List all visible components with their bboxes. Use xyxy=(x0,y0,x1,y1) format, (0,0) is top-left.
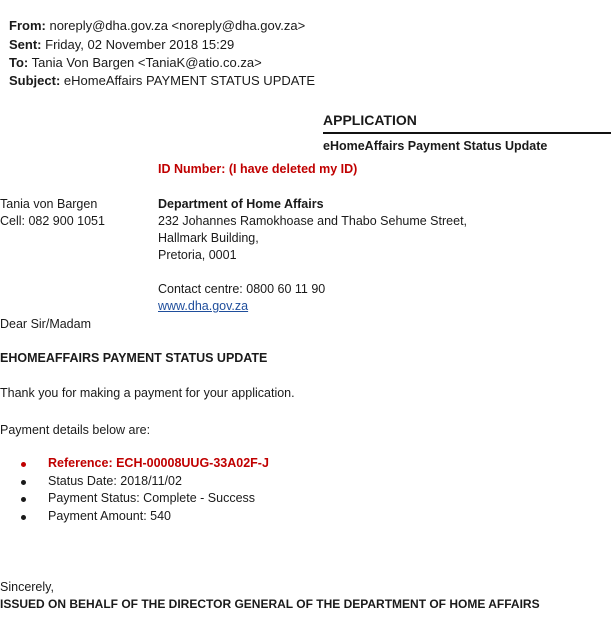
thanks-text: Thank you for making a payment for your application. xyxy=(0,386,295,400)
list-item xyxy=(0,491,269,509)
email-to-line xyxy=(9,55,262,70)
subject-label: Subject: xyxy=(9,73,61,88)
bullet-icon xyxy=(21,462,26,467)
department-address-line1: 232 Johannes Ramokhoase and Thabo Sehume Street, xyxy=(158,214,468,228)
department-name: Department of Home Affairs xyxy=(158,197,324,211)
sent-label: Sent: xyxy=(9,37,42,52)
to-label: To: xyxy=(9,55,29,70)
email-heading: EHOMEAFFAIRS PAYMENT STATUS UPDATE xyxy=(0,351,268,365)
payment-reference: Reference: ECH-00008UUG-33A02F-J xyxy=(48,456,269,470)
sent-value: Friday, 02 November 2018 15:29 xyxy=(45,37,235,52)
list-item xyxy=(0,456,269,474)
email-subject-line xyxy=(9,73,315,88)
payment-status-date: Status Date: 2018/11/02 xyxy=(48,473,182,488)
recipient-name: Tania von Bargen xyxy=(0,197,98,211)
department-address-line3: Pretoria, 0001 xyxy=(158,248,237,262)
bullet-icon xyxy=(21,480,26,485)
payment-amount: Payment Amount: 540 xyxy=(48,508,171,523)
payment-details-list xyxy=(0,456,269,526)
list-item xyxy=(0,474,269,492)
id-number: ID Number: (I have deleted my ID) xyxy=(158,162,358,176)
application-subtitle: eHomeAffairs Payment Status Update xyxy=(323,139,548,153)
subject-value: eHomeAffairs PAYMENT STATUS UPDATE xyxy=(63,73,316,88)
application-title: APPLICATION xyxy=(323,112,611,134)
closing: Sincerely, xyxy=(0,580,54,594)
to-value: Tania Von Bargen <TaniaK@atio.co.za> xyxy=(31,55,262,70)
salutation: Dear Sir/Madam xyxy=(0,317,91,331)
details-intro: Payment details below are: xyxy=(0,423,151,437)
payment-status: Payment Status: Complete - Success xyxy=(48,491,256,505)
bullet-icon xyxy=(21,497,26,502)
recipient-cell: Cell: 082 900 1051 xyxy=(0,214,105,228)
from-value: noreply@dha.gov.za <noreply@dha.gov.za> xyxy=(49,18,306,33)
department-website-link[interactable]: www.dha.gov.za xyxy=(158,299,249,313)
email-sent-line xyxy=(9,37,234,52)
from-label: From: xyxy=(9,18,46,33)
bullet-icon xyxy=(21,515,26,520)
list-item xyxy=(0,509,269,527)
signature: ISSUED ON BEHALF OF THE DIRECTOR GENERAL OF THE DEPARTMENT OF HOME AFFAIRS xyxy=(0,597,540,611)
department-contact: Contact centre: 0800 60 11 90 xyxy=(158,282,326,296)
email-from-line xyxy=(9,18,305,33)
department-address-line2: Hallmark Building, xyxy=(158,231,259,245)
